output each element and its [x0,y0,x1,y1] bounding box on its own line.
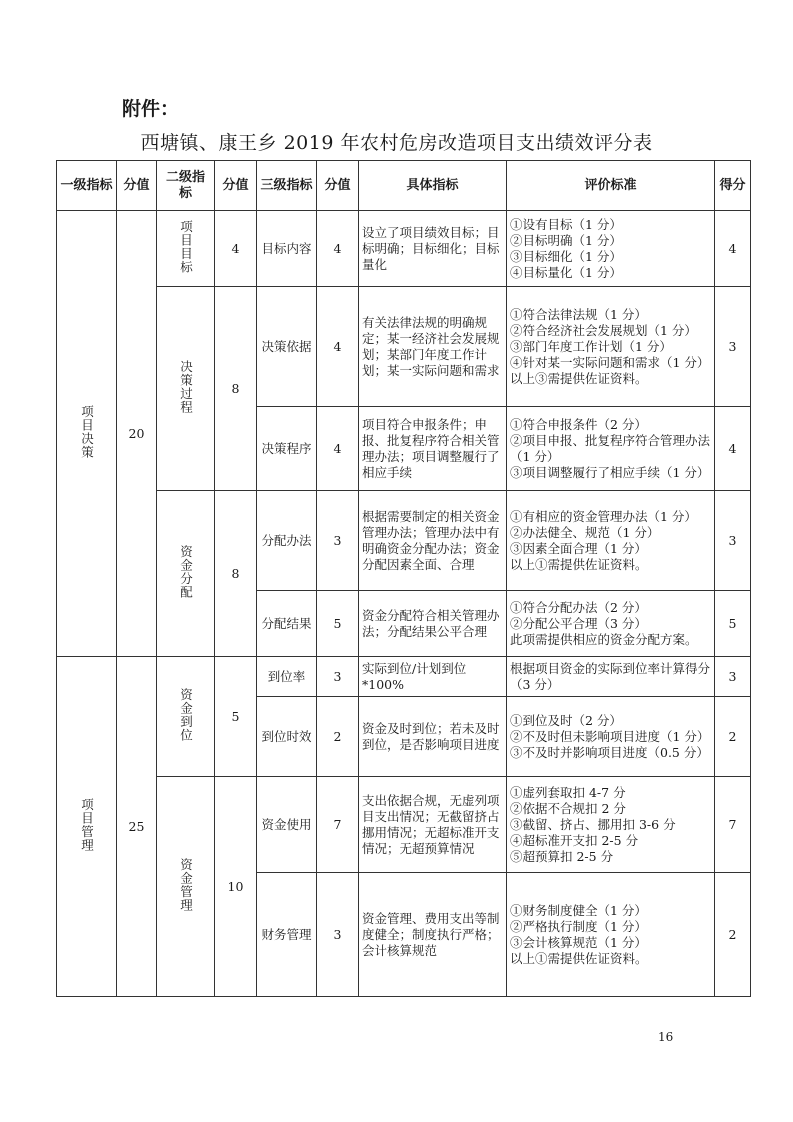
l1-score-cell: 25 [117,657,157,997]
criteria-line: ③会计核算规范（1 分） [510,934,647,950]
l3-cell: 资金使用 [257,777,317,873]
attachment-label: 附件： [122,98,180,120]
l2-score-cell: 5 [215,657,257,777]
l3-cell: 目标内容 [257,211,317,287]
page-number: 16 [658,1030,674,1044]
criteria-line: 根据项目资金的实际到位率计算得分（3 分） [510,660,711,692]
l2-score-cell: 8 [215,491,257,657]
l2-cell [157,657,215,777]
indicator-cell: 根据需要制定的相关资金管理办法；管理办法中有明确资金分配办法；资金分配因素全面、合理 [359,491,507,591]
l3-cell: 决策依据 [257,287,317,407]
l2-score-cell: 10 [215,777,257,997]
l2-score-cell: 4 [215,211,257,287]
criteria-line: 以上①需提供佐证资料。 [510,556,648,572]
criteria-line: ②项目申报、批复程序符合管理办法（1 分） [510,432,711,464]
l3-score-cell: 4 [317,287,359,407]
indicator-cell: 项目符合申报条件；申报、批复程序符合相关管理办法；项目调整履行了相应手续 [359,407,507,491]
performance-score-table [56,160,751,997]
l2-label: 资金管理 [178,857,194,912]
indicator-cell: 支出依据合规，无虚列项目支出情况；无截留挤占挪用情况；无超标准开支情况；无超预算情况 [359,777,507,873]
page-title: 西塘镇、康王乡 2019 年农村危房改造项目支出绩效评分表 [140,132,653,154]
criteria-line: ③不及时并影响项目进度（0.5 分） [510,744,709,760]
criteria-cell [507,407,715,491]
criteria-cell [507,591,715,657]
score-cell: 3 [715,491,751,591]
l1-label: 项目决策 [79,404,95,459]
score-cell: 2 [715,697,751,777]
l1-score-cell: 20 [117,211,157,657]
l2-label: 项目目标 [178,219,194,274]
header-l3-score: 分值 [317,161,359,211]
header-l1: 一级指标 [57,161,117,211]
criteria-cell [507,657,715,697]
criteria-line: ②符合经济社会发展规划（1 分） [510,322,697,338]
l3-score-cell: 4 [317,407,359,491]
indicator-cell: 资金及时到位；若未及时到位，是否影响项目进度 [359,697,507,777]
criteria-line: ②依据不合规扣 2 分 [510,800,626,816]
l3-cell: 决策程序 [257,407,317,491]
l3-cell: 分配结果 [257,591,317,657]
header-l1-score: 分值 [117,161,157,211]
l2-cell [157,777,215,997]
criteria-line: ②办法健全、规范（1 分） [510,524,660,540]
criteria-line: ①有相应的资金管理办法（1 分） [510,508,697,524]
header-criteria: 评价标准 [507,161,715,211]
criteria-line: ③目标细化（1 分） [510,248,622,264]
table-row [57,287,751,407]
l3-score-cell: 3 [317,873,359,997]
criteria-line: ①设有目标（1 分） [510,216,622,232]
l3-score-cell: 3 [317,491,359,591]
l2-cell [157,287,215,491]
score-cell: 5 [715,591,751,657]
indicator-cell: 资金管理、费用支出等制度健全；制度执行严格；会计核算规范 [359,873,507,997]
header-l3: 三级指标 [257,161,317,211]
l1-cell [57,211,117,657]
header-l2-score: 分值 [215,161,257,211]
l3-score-cell: 4 [317,211,359,287]
score-cell: 4 [715,407,751,491]
l2-score-cell: 8 [215,287,257,491]
criteria-line: ③项目调整履行了相应手续（1 分） [510,464,710,480]
l3-cell: 到位率 [257,657,317,697]
criteria-line: ①财务制度健全（1 分） [510,902,647,918]
criteria-line: 此项需提供相应的资金分配方案。 [510,631,698,647]
l3-score-cell: 5 [317,591,359,657]
l1-cell [57,657,117,997]
l3-score-cell: 2 [317,697,359,777]
criteria-cell [507,697,715,777]
indicator-cell: 设立了项目绩效目标；目标明确；目标细化；目标量化 [359,211,507,287]
table-row [57,491,751,591]
l3-cell: 财务管理 [257,873,317,997]
l1-label: 项目管理 [79,797,95,852]
criteria-line: ①符合申报条件（2 分） [510,416,647,432]
l3-score-cell: 7 [317,777,359,873]
l3-cell: 分配办法 [257,491,317,591]
criteria-cell [507,491,715,591]
table-row [57,777,751,873]
criteria-line: ④超标准开支扣 2-5 分 [510,832,639,848]
criteria-line: ①符合法律法规（1 分） [510,306,647,322]
criteria-cell [507,777,715,873]
criteria-line: ①到位及时（2 分） [510,712,622,728]
criteria-line: ①符合分配办法（2 分） [510,599,647,615]
indicator-cell: 有关法律法规的明确规定；某一经济社会发展规划；某部门年度工作计划；某一实际问题和需求 [359,287,507,407]
score-cell: 3 [715,657,751,697]
indicator-cell: 实际到位/计划到位*100% [359,657,507,697]
score-cell: 3 [715,287,751,407]
criteria-line: 以上①需提供佐证资料。 [510,950,648,966]
l2-cell [157,491,215,657]
header-indicator: 具体指标 [359,161,507,211]
header-l2: 二级指标 [157,161,215,211]
criteria-line: 以上③需提供佐证资料。 [510,370,648,386]
score-cell: 4 [715,211,751,287]
table-row [57,657,751,697]
criteria-line: ④针对某一实际问题和需求（1 分） [510,354,710,370]
indicator-cell: 资金分配符合相关管理办法；分配结果公平合理 [359,591,507,657]
l2-label: 资金分配 [178,544,194,599]
l2-label: 决策过程 [178,359,194,414]
criteria-line: ④目标量化（1 分） [510,264,622,280]
criteria-line: ③截留、挤占、挪用扣 3-6 分 [510,816,676,832]
l2-label: 资金到位 [178,687,194,742]
criteria-line: ⑤超预算扣 2-5 分 [510,848,614,864]
criteria-cell [507,211,715,287]
criteria-line: ②分配公平合理（3 分） [510,615,647,631]
l3-cell: 到位时效 [257,697,317,777]
score-cell: 7 [715,777,751,873]
criteria-cell [507,873,715,997]
header-score: 得分 [715,161,751,211]
l3-score-cell: 3 [317,657,359,697]
criteria-line: ②不及时但未影响项目进度（1 分） [510,728,710,744]
criteria-line: ②严格执行制度（1 分） [510,918,647,934]
l2-cell [157,211,215,287]
criteria-line: ③部门年度工作计划（1 分） [510,338,672,354]
criteria-line: ②目标明确（1 分） [510,232,622,248]
score-cell: 2 [715,873,751,997]
criteria-line: ③因素全面合理（1 分） [510,540,647,556]
criteria-cell [507,287,715,407]
criteria-line: ①虚列套取扣 4-7 分 [510,784,626,800]
header-row [57,161,751,211]
table-row [57,211,751,287]
